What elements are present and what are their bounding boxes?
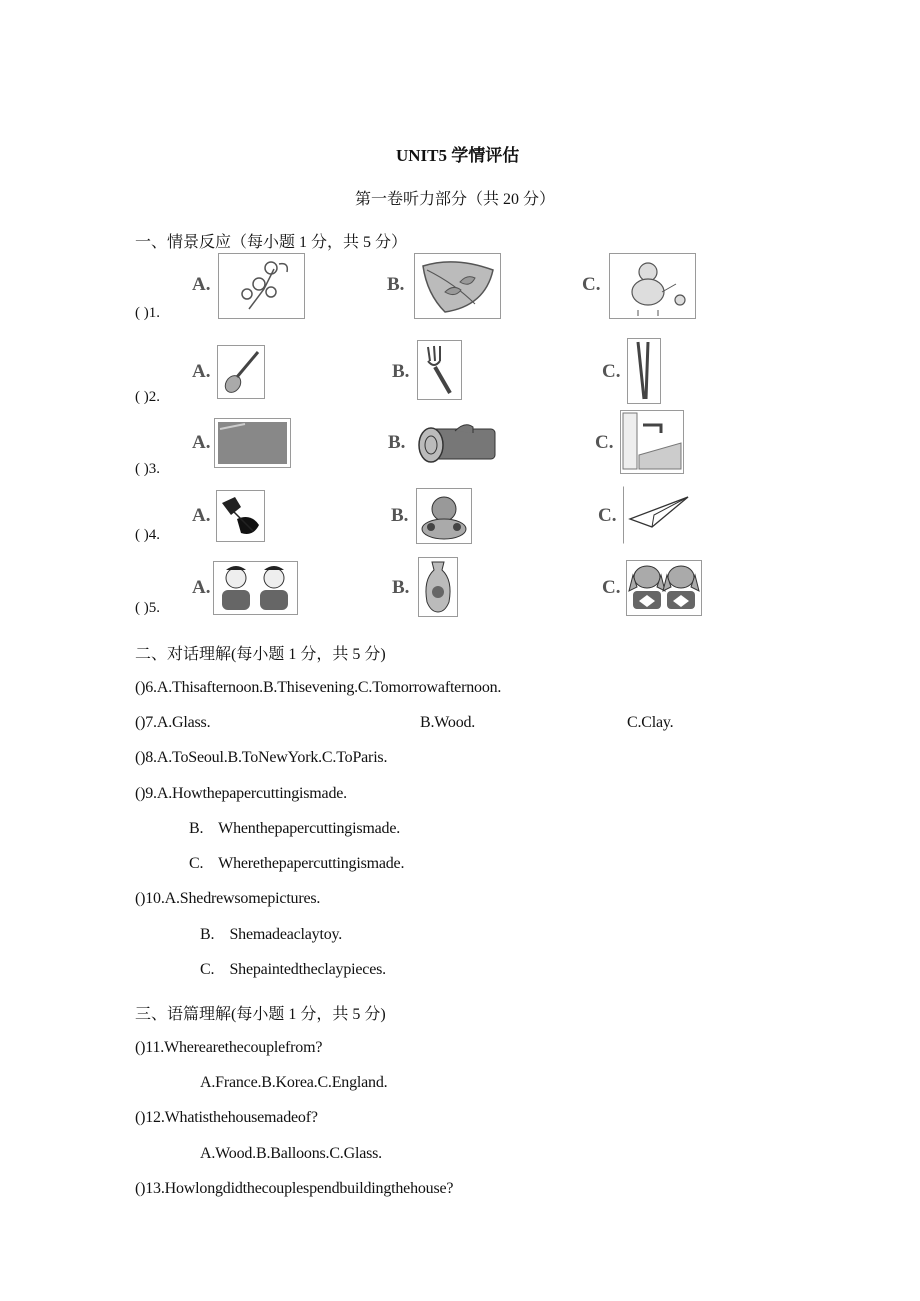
option-label-a: A. — [192, 274, 211, 295]
question-number-2: ( )2. — [135, 389, 160, 405]
question-7-option-b: B.Wood. — [420, 714, 476, 731]
option-label-c: C. — [582, 274, 601, 295]
option-label-b: B. — [392, 577, 410, 598]
question-number-3: ( )3. — [135, 461, 160, 477]
option-label-c: C. — [602, 361, 621, 382]
sheep-knitting-icon[interactable] — [609, 253, 696, 319]
chopsticks-icon[interactable] — [627, 338, 661, 404]
glass-pane-icon[interactable] — [214, 418, 291, 468]
option-label-a: A. — [192, 577, 211, 598]
tap-water-icon[interactable] — [620, 410, 684, 474]
section2-heading: 二、对话理解(每小题 1 分，共 5 分) — [135, 646, 386, 663]
section3-heading: 三、语篇理解(每小题 1 分，共 5 分) — [135, 1006, 386, 1023]
section1-heading: 一、情景反应（每小题 1 分，共 5 分） — [135, 234, 408, 251]
question-7-option-a: ()7.A.Glass. — [135, 714, 211, 731]
dogs-icon[interactable] — [626, 560, 702, 616]
page-title: UNIT5 学情评估 — [396, 146, 520, 165]
question-12: ()12.Whatisthehousemadeof? — [135, 1109, 318, 1126]
question-10-option-c: C. Shepaintedtheclaypieces. — [200, 961, 386, 978]
dolls-icon[interactable] — [213, 561, 298, 615]
option-label-b: B. — [388, 432, 406, 453]
option-label-c: C. — [598, 505, 617, 526]
option-label-a: A. — [192, 361, 211, 382]
vase-icon[interactable] — [418, 557, 458, 617]
spoon-icon[interactable] — [217, 345, 265, 399]
fork-icon[interactable] — [417, 340, 462, 400]
question-9-option-c: C. Wherethepapercuttingismade. — [189, 855, 405, 872]
option-label-a: A. — [192, 505, 211, 526]
option-label-b: B. — [387, 274, 405, 295]
question-8: ()8.A.ToSeoul.B.ToNewYork.C.ToParis. — [135, 749, 388, 766]
option-label-c: C. — [595, 432, 614, 453]
question-7-option-c: C.Clay. — [627, 714, 674, 731]
question-13: ()13.Howlongdidthecouplespendbuildingthehouse? — [135, 1180, 454, 1197]
question-9-option-b: B. Whenthepapercuttingismade. — [189, 820, 401, 837]
section-subtitle: 第一卷听力部分（共 20 分） — [355, 191, 556, 208]
question-6: ()6.A.Thisafternoon.B.Thisevening.C.Tomorrowafternoon. — [135, 679, 502, 696]
question-11-options: A.France.B.Korea.C.England. — [200, 1074, 388, 1091]
leaf-icon[interactable] — [414, 253, 501, 319]
question-11: ()11.Wherearethecouplefrom? — [135, 1039, 323, 1056]
option-label-b: B. — [391, 505, 409, 526]
question-number-1: ( )1. — [135, 305, 160, 321]
cotton-flower-icon[interactable] — [218, 253, 305, 319]
wood-log-icon[interactable] — [414, 418, 500, 468]
question-10-option-a: ()10.A.Shedrewsomepictures. — [135, 890, 321, 907]
question-number-4: ( )4. — [135, 527, 160, 543]
question-12-options: A.Wood.B.Balloons.C.Glass. — [200, 1145, 382, 1162]
option-label-a: A. — [192, 432, 211, 453]
paper-plane-icon[interactable] — [623, 486, 693, 544]
clay-art-icon[interactable] — [416, 488, 472, 544]
papercut-icon[interactable] — [216, 490, 265, 542]
option-label-c: C. — [602, 577, 621, 598]
question-number-5: ( )5. — [135, 600, 160, 616]
question-10-option-b: B. Shemadeaclaytoy. — [200, 926, 343, 943]
question-9-option-a: ()9.A.Howthepapercuttingismade. — [135, 785, 347, 802]
option-label-b: B. — [392, 361, 410, 382]
